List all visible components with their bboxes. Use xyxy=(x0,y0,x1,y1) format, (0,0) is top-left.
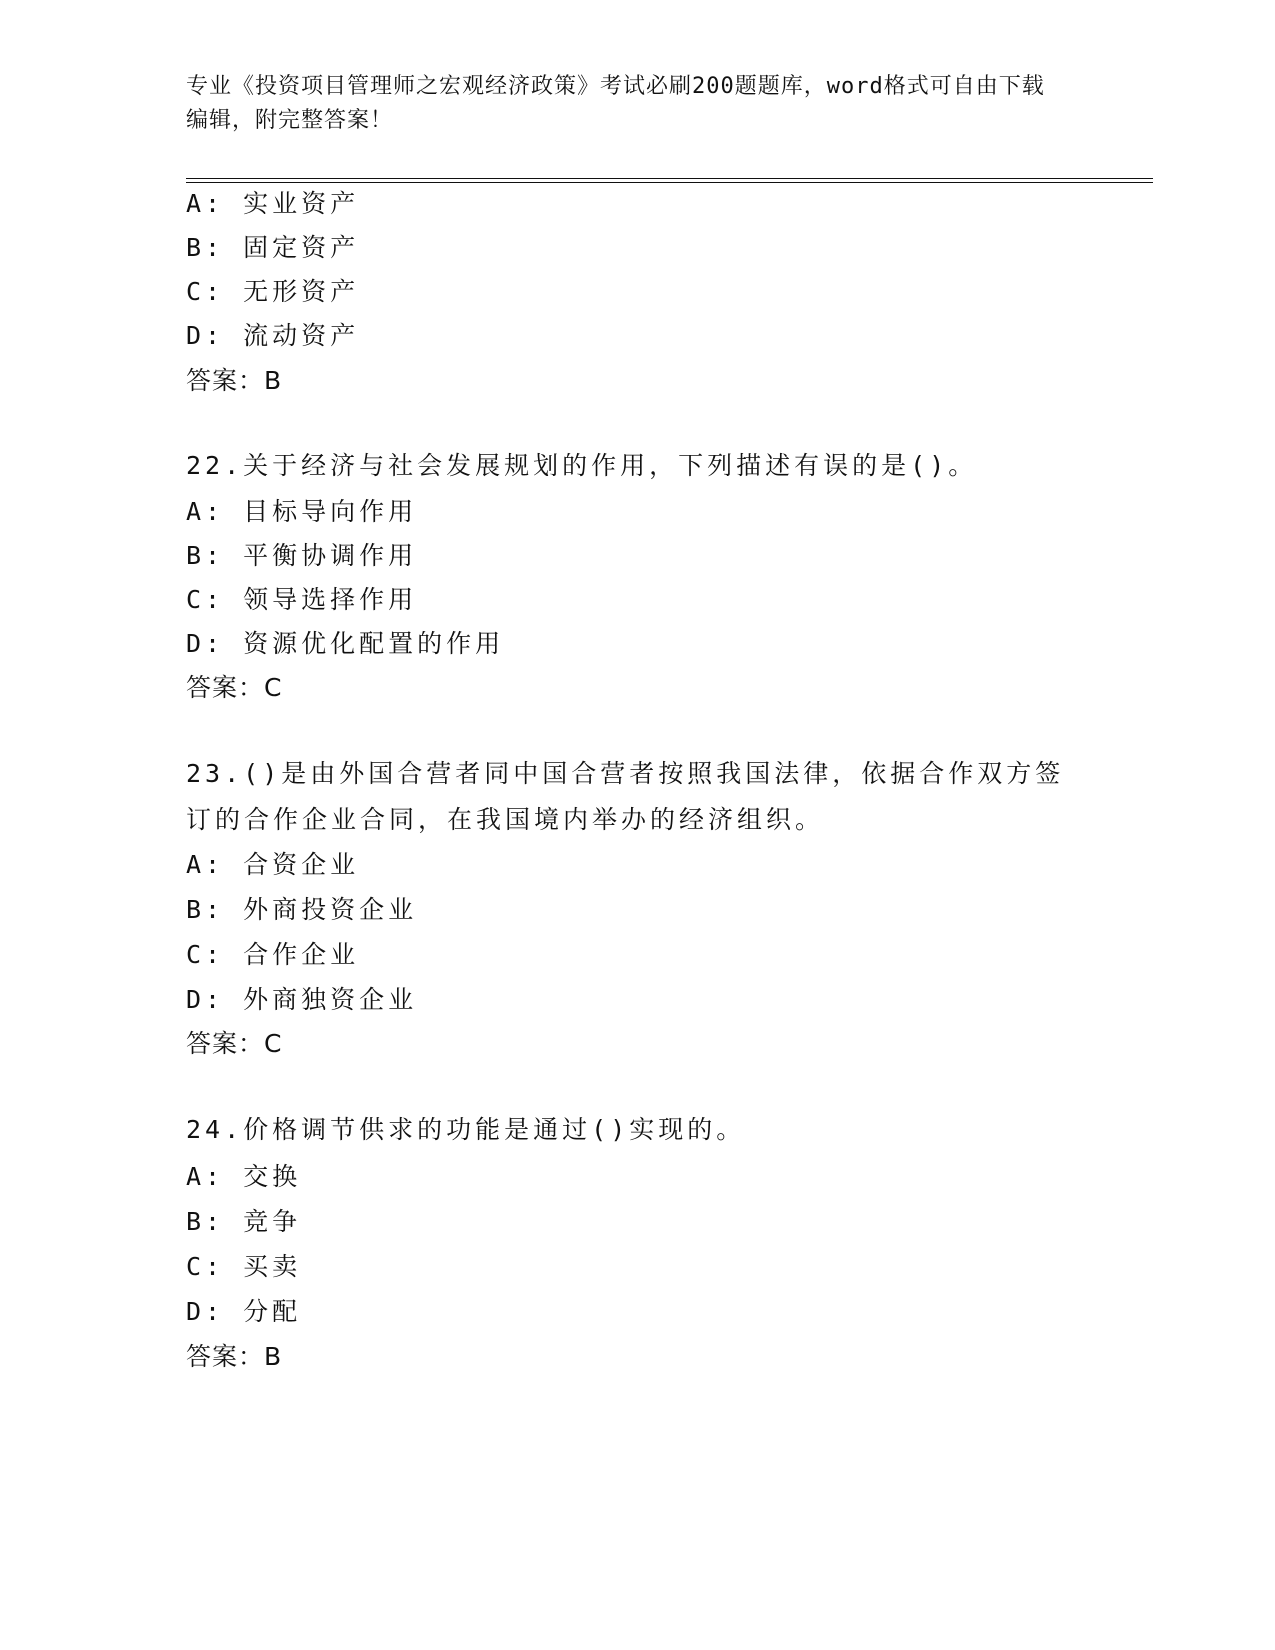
question-23-text: 23.()是由外国合营者同中国合营者按照我国法律，依据合作双方签订的合作企业合同，在我国境内举办的经济组织。 xyxy=(186,759,1065,834)
question-22-text: 22.关于经济与社会发展规划的作用，下列描述有误的是()。 xyxy=(186,451,978,480)
option-d: D: 资源优化配置的作用 xyxy=(186,629,505,658)
header-divider-top xyxy=(186,178,1153,179)
answer-label: 答案：C xyxy=(186,1029,283,1058)
option-d: D: 外商独资企业 xyxy=(186,985,418,1014)
answer-label: 答案：B xyxy=(186,366,283,395)
option-a: A: 合资企业 xyxy=(186,850,360,879)
option-c: C: 买卖 xyxy=(186,1252,302,1281)
option-d: D: 流动资产 xyxy=(186,321,360,350)
answer-label: 答案：C xyxy=(186,673,283,702)
option-a: A: 目标导向作用 xyxy=(186,497,418,526)
document-header: 专业《投资项目管理师之宏观经济政策》考试必刷200题题库，word格式可自由下载编辑，附完整答案！ xyxy=(186,74,1045,133)
option-b: B: 平衡协调作用 xyxy=(186,541,418,570)
question-24-text: 24.价格调节供求的功能是通过()实现的。 xyxy=(186,1115,746,1144)
option-b: B: 固定资产 xyxy=(186,233,360,262)
option-c: C: 领导选择作用 xyxy=(186,585,418,614)
option-b: B: 竞争 xyxy=(186,1207,302,1236)
option-d: D: 分配 xyxy=(186,1297,302,1326)
option-a: A: 实业资产 xyxy=(186,189,360,218)
option-b: B: 外商投资企业 xyxy=(186,895,418,924)
option-c: C: 合作企业 xyxy=(186,940,360,969)
option-c: C: 无形资产 xyxy=(186,277,360,306)
answer-label: 答案：B xyxy=(186,1342,283,1371)
header-divider-bottom xyxy=(186,182,1153,183)
option-a: A: 交换 xyxy=(186,1162,302,1191)
